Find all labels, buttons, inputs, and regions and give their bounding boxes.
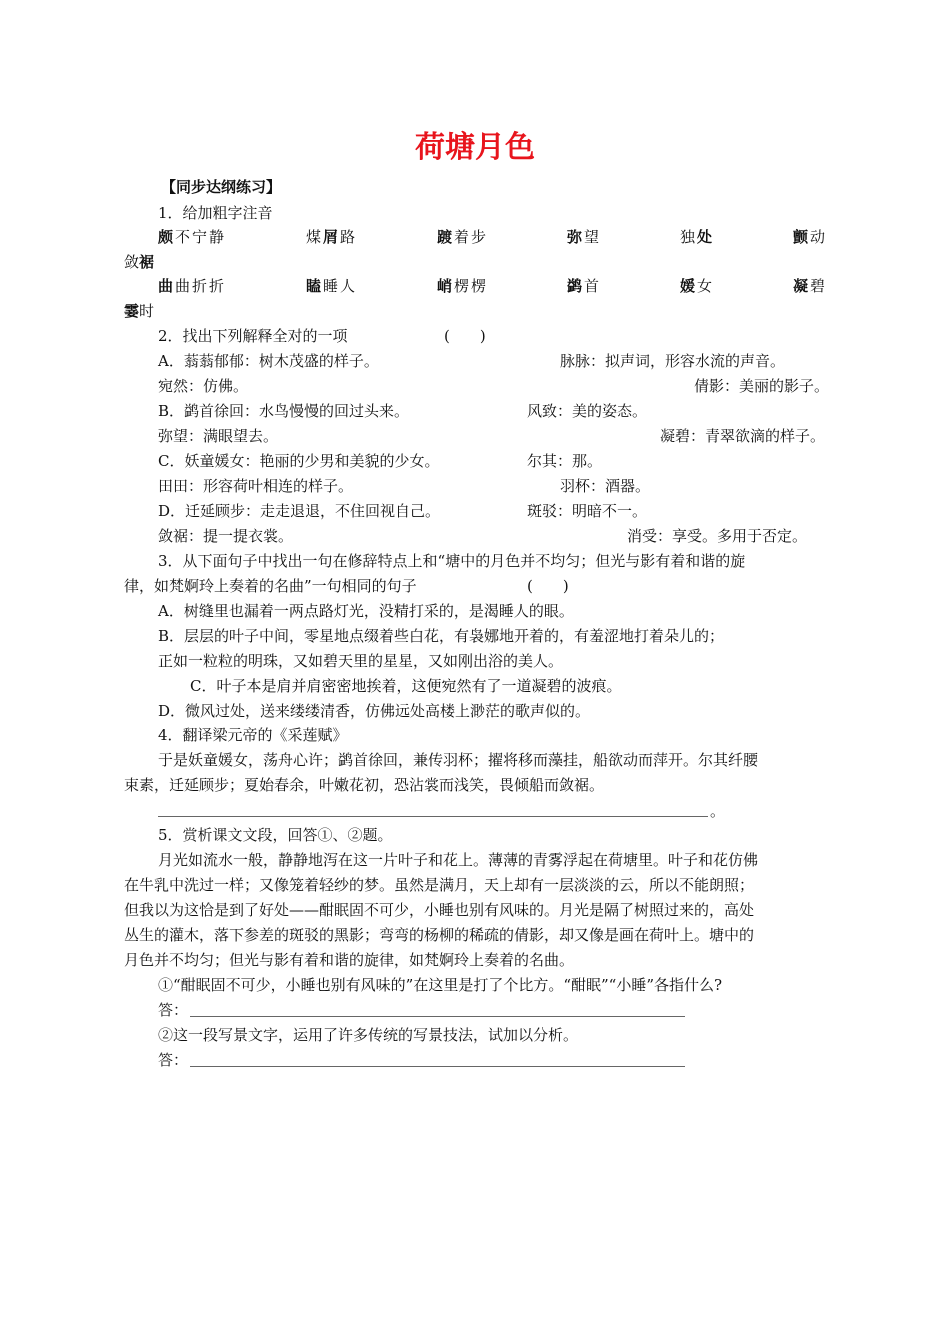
q5-passage-line-3: 但我以为这恰是到了好处——酣眠固不可少，小睡也别有风味的。月光是隔了树照过来的，高处: [124, 901, 755, 919]
q5-stem: 5．赏析课文文段，回答①、②题。: [158, 826, 393, 844]
q2-option-d-2: 斑驳：明暗不一。: [527, 502, 648, 520]
q1-item-12: 媛女: [680, 277, 715, 295]
q5-answer-label-2: 答：: [158, 1051, 189, 1069]
q1-item-3: 踱着步: [437, 228, 489, 246]
q5-answer-line-2: [190, 1066, 685, 1067]
q1-item-4: 弥望: [567, 228, 602, 246]
bold-char: 瞌: [306, 277, 324, 295]
q2-option-b-2: 风致：美的姿态。: [527, 402, 648, 420]
q1-item-2: 煤屑路: [306, 228, 358, 246]
section-heading: 【同步达纲练习】: [161, 178, 282, 196]
q2-option-d-3: 敛裾：提一提衣裳。: [158, 527, 294, 545]
bold-char: 屑: [323, 228, 341, 246]
bold-char: 曲: [158, 277, 176, 295]
q5-passage-line-4: 丛生的灌木，落下参差的斑驳的黑影；弯弯的杨柳的稀疏的倩影，却又像是画在荷叶上。塘中的: [124, 926, 755, 944]
q2-option-d-1: D．迁延顾步：走走退退，不住回视自己。: [158, 502, 441, 520]
q2-answer-paren: ( ): [444, 327, 486, 345]
q2-option-a-4: 倩影：美丽的影子。: [694, 377, 830, 395]
q2-option-a-1: A．蓊蓊郁郁：树木茂盛的样子。: [158, 352, 379, 370]
q1-item-14: 霎时: [124, 302, 155, 320]
q2-option-b-4: 凝碧：青翠欲滴的样子。: [660, 427, 826, 445]
q3-option-b-2: 正如一粒粒的明珠，又如碧天里的星星，又如刚出浴的美人。: [158, 652, 564, 670]
q3-option-a: A．树缝里也漏着一两点路灯光，没精打采的，是渴睡人的眼。: [158, 602, 574, 620]
bold-char: 弥: [567, 228, 585, 246]
q3-stem-line-2: 律，如梵婀玲上奏着的名曲”一句相同的句子: [124, 577, 417, 595]
bold-char: 凝: [793, 277, 811, 295]
bold-char: 处: [697, 228, 715, 246]
q5-passage-line-2: 在牛乳中洗过一样；又像笼着轻纱的梦。虽然是满月，天上却有一层淡淡的云，所以不能朗照；: [124, 876, 755, 894]
q1-item-8: 曲曲折折: [158, 277, 227, 295]
q4-stem: 4．翻译梁元帝的《采莲赋》: [158, 726, 348, 744]
q1-item-11: 鹢首: [567, 277, 602, 295]
q2-option-c-4: 羽杯：酒器。: [560, 477, 651, 495]
q5-answer-line-1: [190, 1016, 685, 1017]
q2-option-c-2: 尔其：那。: [527, 452, 603, 470]
q5-passage-line-5: 月色并不均匀；但光与影有着和谐的旋律，如梵婀玲上奏着的名曲。: [124, 951, 575, 969]
bold-char: 峭: [437, 277, 455, 295]
q3-answer-paren: ( ): [527, 577, 569, 595]
q1-item-5: 独处: [680, 228, 715, 246]
q2-option-c-1: C．妖童媛女：艳丽的少男和美貌的少女。: [158, 452, 440, 470]
q1-stem: 1．给加粗字注音: [158, 204, 273, 222]
q2-option-b-1: B．鹢首徐回：水鸟慢慢的回过头来。: [158, 402, 410, 420]
q5-passage-line-1: 月光如流水一般，静静地泻在这一片叶子和花上。薄薄的青雾浮起在荷塘里。叶子和花仿佛: [158, 851, 759, 869]
page-title: 荷塘月色: [415, 130, 535, 165]
q3-stem-line-1: 3．从下面句子中找出一句在修辞特点上和“塘中的月色并不均匀；但光与影有着和谐的旋: [158, 552, 746, 570]
q4-answer-end: 。: [710, 802, 726, 820]
bold-char: 媛: [680, 277, 698, 295]
q1-item-7: 敛裾: [124, 253, 155, 271]
q4-passage-line-2: 束素，迁延顾步；夏始春余，叶嫩花初，恐沾裳而浅笑，畏倾船而敛裾。: [124, 776, 605, 794]
q2-option-a-2: 脉脉：拟声词，形容水流的声音。: [560, 352, 786, 370]
q1-item-10: 峭楞楞: [437, 277, 489, 295]
bold-char: 霎: [124, 302, 140, 320]
q2-option-b-3: 弥望：满眼望去。: [158, 427, 279, 445]
q1-item-1: 颇不宁静: [158, 228, 227, 246]
q2-option-c-3: 田田：形容荷叶相连的样子。: [158, 477, 354, 495]
bold-char: 颤: [793, 228, 811, 246]
bold-char: 踱: [437, 228, 455, 246]
q1-item-9: 瞌睡人: [306, 277, 358, 295]
q5-answer-label-1: 答：: [158, 1001, 189, 1019]
q3-option-b-1: B．层层的叶子中间，零星地点缀着些白花，有袅娜地开着的，有羞涩地打着朵儿的；: [158, 627, 725, 645]
bold-char: 鹢: [567, 277, 585, 295]
q5-subquestion-1: ①“酣眠固不可少，小睡也别有风味的”在这里是打了个比方。“酣眠”“小睡”各指什么?: [158, 976, 723, 994]
q5-subquestion-2: ②这一段写景文字，运用了许多传统的写景技法，试加以分析。: [158, 1026, 579, 1044]
q4-passage-line-1: 于是妖童媛女，荡舟心许；鹢首徐回，兼传羽杯；擢将移而藻挂，船欲动而萍开。尔其纤腰: [158, 751, 759, 769]
q1-item-6: 颤动: [793, 228, 828, 246]
q3-option-c: C．叶子本是肩并肩密密地挨着，这便宛然有了一道凝碧的波痕。: [190, 677, 622, 695]
bold-char: 颇: [158, 228, 176, 246]
bold-char: 裾: [139, 253, 155, 271]
q3-option-d: D．微风过处，送来缕缕清香，仿佛远处高楼上渺茫的歌声似的。: [158, 702, 591, 720]
q2-option-a-3: 宛然：仿佛。: [158, 377, 249, 395]
q2-option-d-4: 消受：享受。多用于否定。: [627, 527, 808, 545]
q1-item-13: 凝碧: [793, 277, 828, 295]
q4-answer-line: [158, 816, 708, 817]
q2-stem: 2．找出下列解释全对的一项: [158, 327, 348, 345]
